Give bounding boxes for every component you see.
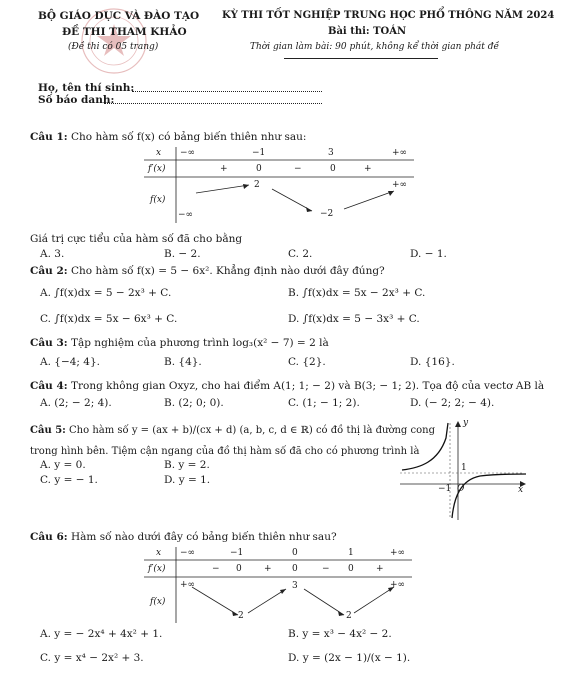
q1-f-val: −∞ — [178, 210, 194, 220]
q2-option-a[interactable]: A. ∫f(x)dx = 5 − 2x³ + C. — [40, 287, 172, 299]
q1-x-val: −1 — [252, 148, 266, 158]
doc-type: ĐỀ THI THAM KHẢO — [62, 26, 187, 38]
q5-option-d[interactable]: D. y = 1. — [164, 474, 211, 486]
q4-option-b[interactable]: B. (2; 0; 0). — [164, 397, 224, 409]
q1-x-val: +∞ — [392, 148, 408, 158]
q4-text: Trong không gian Oxyz, cho hai điểm A(1; 1; − 2) và B(3; − 1; 2). Tọa độ của vectơ AB là — [70, 380, 545, 392]
q1-label: Câu 1: — [30, 131, 68, 143]
q1-f-val: 2 — [254, 180, 260, 190]
q5-y-axis-label: y — [463, 418, 469, 428]
q2-option-d[interactable]: D. ∫f(x)dx = 5 − 3x³ + C. — [288, 313, 420, 325]
q1-prompt: Giá trị cực tiểu của hàm số đã cho bằng — [30, 233, 243, 245]
q5-origin-label: O — [457, 484, 465, 494]
q6-x-val: 1 — [348, 548, 354, 558]
q3-option-b[interactable]: B. {4}. — [164, 356, 202, 368]
q6-f-val: +∞ — [390, 580, 406, 590]
q1-stem — [30, 131, 306, 143]
id-field[interactable] — [104, 103, 322, 104]
name-label: Họ, tên thí sinh: — [38, 82, 135, 94]
q6-sign: 0 — [292, 564, 298, 574]
q6-option-a[interactable]: A. y = − 2x⁴ + 4x² + 1. — [40, 628, 163, 640]
q1-x-val: 3 — [328, 148, 334, 158]
q5-x-axis-label: x — [518, 485, 524, 495]
q1-x-label: x — [156, 148, 162, 158]
q3-label: Câu 3: — [30, 337, 68, 349]
q6-f-val: +∞ — [180, 580, 196, 590]
q3-stem — [30, 337, 329, 349]
q5-graph — [400, 418, 530, 520]
q6-x-val: −∞ — [180, 548, 196, 558]
q1-f-val: −2 — [320, 209, 334, 219]
q5-text-2: trong hình bên. Tiệm cận ngang của đồ thị hàm số đã cho có phương trình là — [30, 446, 420, 457]
name-field[interactable] — [132, 91, 322, 92]
q1-x-val: −∞ — [180, 148, 196, 158]
q6-x-val: +∞ — [390, 548, 406, 558]
q1-option-d[interactable]: D. − 1. — [410, 248, 447, 260]
q3-option-d[interactable]: D. {16}. — [410, 356, 455, 368]
exam-title: KỲ THI TỐT NGHIỆP TRUNG HỌC PHỔ THÔNG NĂM 2024 — [222, 10, 555, 21]
q1-option-c[interactable]: C. 2. — [288, 248, 313, 260]
q2-label: Câu 2: — [30, 265, 68, 277]
q4-option-a[interactable]: A. (2; − 2; 4). — [40, 397, 112, 409]
time-note: Thời gian làm bài: 90 phút, không kể thời gian phát đề — [250, 42, 500, 52]
q6-x-val: 0 — [292, 548, 298, 558]
q6-option-b[interactable]: B. y = x³ − 4x² − 2. — [288, 628, 392, 640]
header-divider — [284, 58, 438, 59]
q5-label: Câu 5: — [30, 425, 66, 436]
q5-tick-neg-one: −1 — [438, 484, 452, 494]
q2-text: Cho hàm số f(x) = 5 − 6x². Khẳng định nào dưới đây đúng? — [70, 265, 385, 277]
q4-label: Câu 4: — [30, 380, 68, 392]
q6-option-d[interactable]: D. y = (2x − 1)/(x − 1). — [288, 652, 411, 664]
q1-f-label: f(x) — [150, 195, 166, 205]
id-label: Số báo danh: — [38, 94, 115, 106]
q5-option-a[interactable]: A. y = 0. — [40, 459, 86, 471]
q2-stem — [30, 265, 385, 277]
q5-option-c[interactable]: C. y = − 1. — [40, 474, 98, 486]
q4-option-d[interactable]: D. (− 2; 2; − 4). — [410, 397, 495, 409]
q6-variation-table — [144, 547, 412, 623]
q6-f-label: f(x) — [150, 597, 166, 607]
q1-sign: − — [294, 164, 302, 174]
q6-f-val: 2 — [238, 611, 244, 621]
q1-text: Cho hàm số f(x) có bảng biến thiên như sau: — [70, 131, 307, 143]
q6-label: Câu 6: — [30, 531, 68, 543]
q6-fp-label: f′(x) — [148, 564, 166, 574]
q6-stem — [30, 531, 337, 543]
q4-option-c[interactable]: C. (1; − 1; 2). — [288, 397, 360, 409]
q2-option-c[interactable]: C. ∫f(x)dx = 5x − 6x³ + C. — [40, 313, 178, 325]
q6-f-val: 3 — [292, 581, 298, 591]
q1-sign: + — [220, 164, 228, 174]
q1-option-b[interactable]: B. − 2. — [164, 248, 201, 260]
q6-x-val: −1 — [230, 548, 244, 558]
q3-option-a[interactable]: A. {−4; 4}. — [40, 356, 100, 368]
q6-x-label: x — [156, 548, 162, 558]
q1-sign: 0 — [256, 164, 262, 174]
q5-stem — [30, 425, 435, 436]
q4-stem — [30, 380, 544, 392]
q5-text-1: Cho hàm số y = (ax + b)/(cx + d) (a, b, c, d ∈ ℝ) có đồ thị là đường cong — [69, 425, 435, 436]
q6-sign: − — [212, 564, 220, 574]
q2-option-b[interactable]: B. ∫f(x)dx = 5x − 2x³ + C. — [288, 287, 426, 299]
q6-sign: + — [264, 564, 272, 574]
q1-option-a[interactable]: A. 3. — [40, 248, 65, 260]
q6-text: Hàm số nào dưới đây có bảng biến thiên như sau? — [70, 531, 337, 543]
q1-f-val: +∞ — [392, 180, 408, 190]
q6-sign: 0 — [348, 564, 354, 574]
q1-sign: + — [364, 164, 372, 174]
q6-sign: − — [322, 564, 330, 574]
q5-tick-one: 1 — [461, 463, 467, 473]
q3-text: Tập nghiệm của phương trình log₃(x² − 7) = 2 là — [70, 337, 329, 349]
q1-sign: 0 — [330, 164, 336, 174]
q1-variation-table — [144, 147, 414, 223]
ministry-name: BỘ GIÁO DỤC VÀ ĐÀO TẠO — [38, 10, 200, 22]
q6-sign: + — [376, 564, 384, 574]
q1-fp-label: f′(x) — [148, 164, 166, 174]
subject: Bài thi: TOÁN — [328, 26, 407, 37]
pages-note: (Đề thi có 05 trang) — [68, 42, 159, 52]
q6-option-c[interactable]: C. y = x⁴ − 2x² + 3. — [40, 652, 144, 664]
q5-option-b[interactable]: B. y = 2. — [164, 459, 210, 471]
q3-option-c[interactable]: C. {2}. — [288, 356, 326, 368]
q6-sign: 0 — [236, 564, 242, 574]
q6-f-val: 2 — [346, 611, 352, 621]
